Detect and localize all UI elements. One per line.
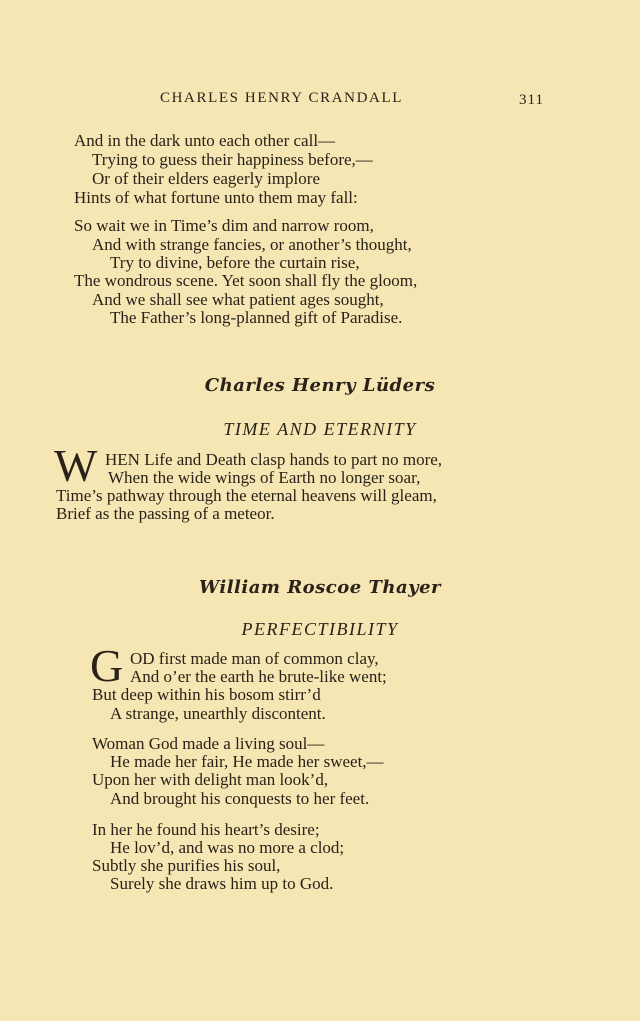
verse-line: Trying to guess their happiness before,— xyxy=(92,150,373,169)
verse-line: In her he found his heart’s desire; xyxy=(92,820,320,839)
verse-line: The Father’s long-planned gift of Paradise. xyxy=(110,308,403,327)
page-number: 311 xyxy=(519,92,544,108)
poem-title: TIME AND ETERNITY xyxy=(223,419,417,439)
verse-line: And o’er the earth he brute-like went; xyxy=(130,667,387,686)
verse-line: So wait we in Time’s dim and narrow room, xyxy=(74,216,374,235)
verse-line: He made her fair, He made her sweet,— xyxy=(110,752,384,771)
drop-cap: W xyxy=(54,440,98,491)
verse-line: Time’s pathway through the eternal heavens will gleam, xyxy=(56,486,437,505)
verse-line: And we shall see what patient ages sought, xyxy=(92,290,384,309)
drop-cap: G xyxy=(90,640,124,691)
running-title: CHARLES HENRY CRANDALL xyxy=(160,90,403,106)
verse-line: Surely she draws him up to God. xyxy=(110,874,334,893)
verse-line: Woman God made a living soul— xyxy=(92,734,325,753)
verse-line: Or of their elders eagerly implore xyxy=(92,169,320,188)
verse-line: Subtly she purifies his soul, xyxy=(92,856,281,875)
verse-line: But deep within his bosom stirr’d xyxy=(92,685,321,704)
verse-line: The wondrous scene. Yet soon shall fly the gloom, xyxy=(74,271,418,290)
author-heading: Charles Henry Lüders xyxy=(204,375,436,396)
verse-line: And brought his conquests to her feet. xyxy=(110,789,370,808)
verse-line: And with strange fancies, or another’s thought, xyxy=(92,235,412,254)
verse-line: Brief as the passing of a meteor. xyxy=(56,504,275,523)
author-heading: William Roscoe Thayer xyxy=(198,577,442,598)
verse-line: When the wide wings of Earth no longer soar, xyxy=(108,468,421,487)
verse-line: Try to divine, before the curtain rise, xyxy=(110,253,360,272)
verse-line: He lov’d, and was no more a clod; xyxy=(110,838,345,857)
verse-line: OD first made man of common clay, xyxy=(130,649,379,668)
verse-line: A strange, unearthly discontent. xyxy=(110,704,326,723)
verse-line: Upon her with delight man look’d, xyxy=(92,770,329,789)
poem-title: PERFECTIBILITY xyxy=(241,619,399,639)
verse-line: HEN Life and Death clasp hands to part no more, xyxy=(105,450,443,469)
verse-line: Hints of what fortune unto them may fall: xyxy=(74,188,358,207)
verse-line: And in the dark unto each other call— xyxy=(74,131,336,150)
